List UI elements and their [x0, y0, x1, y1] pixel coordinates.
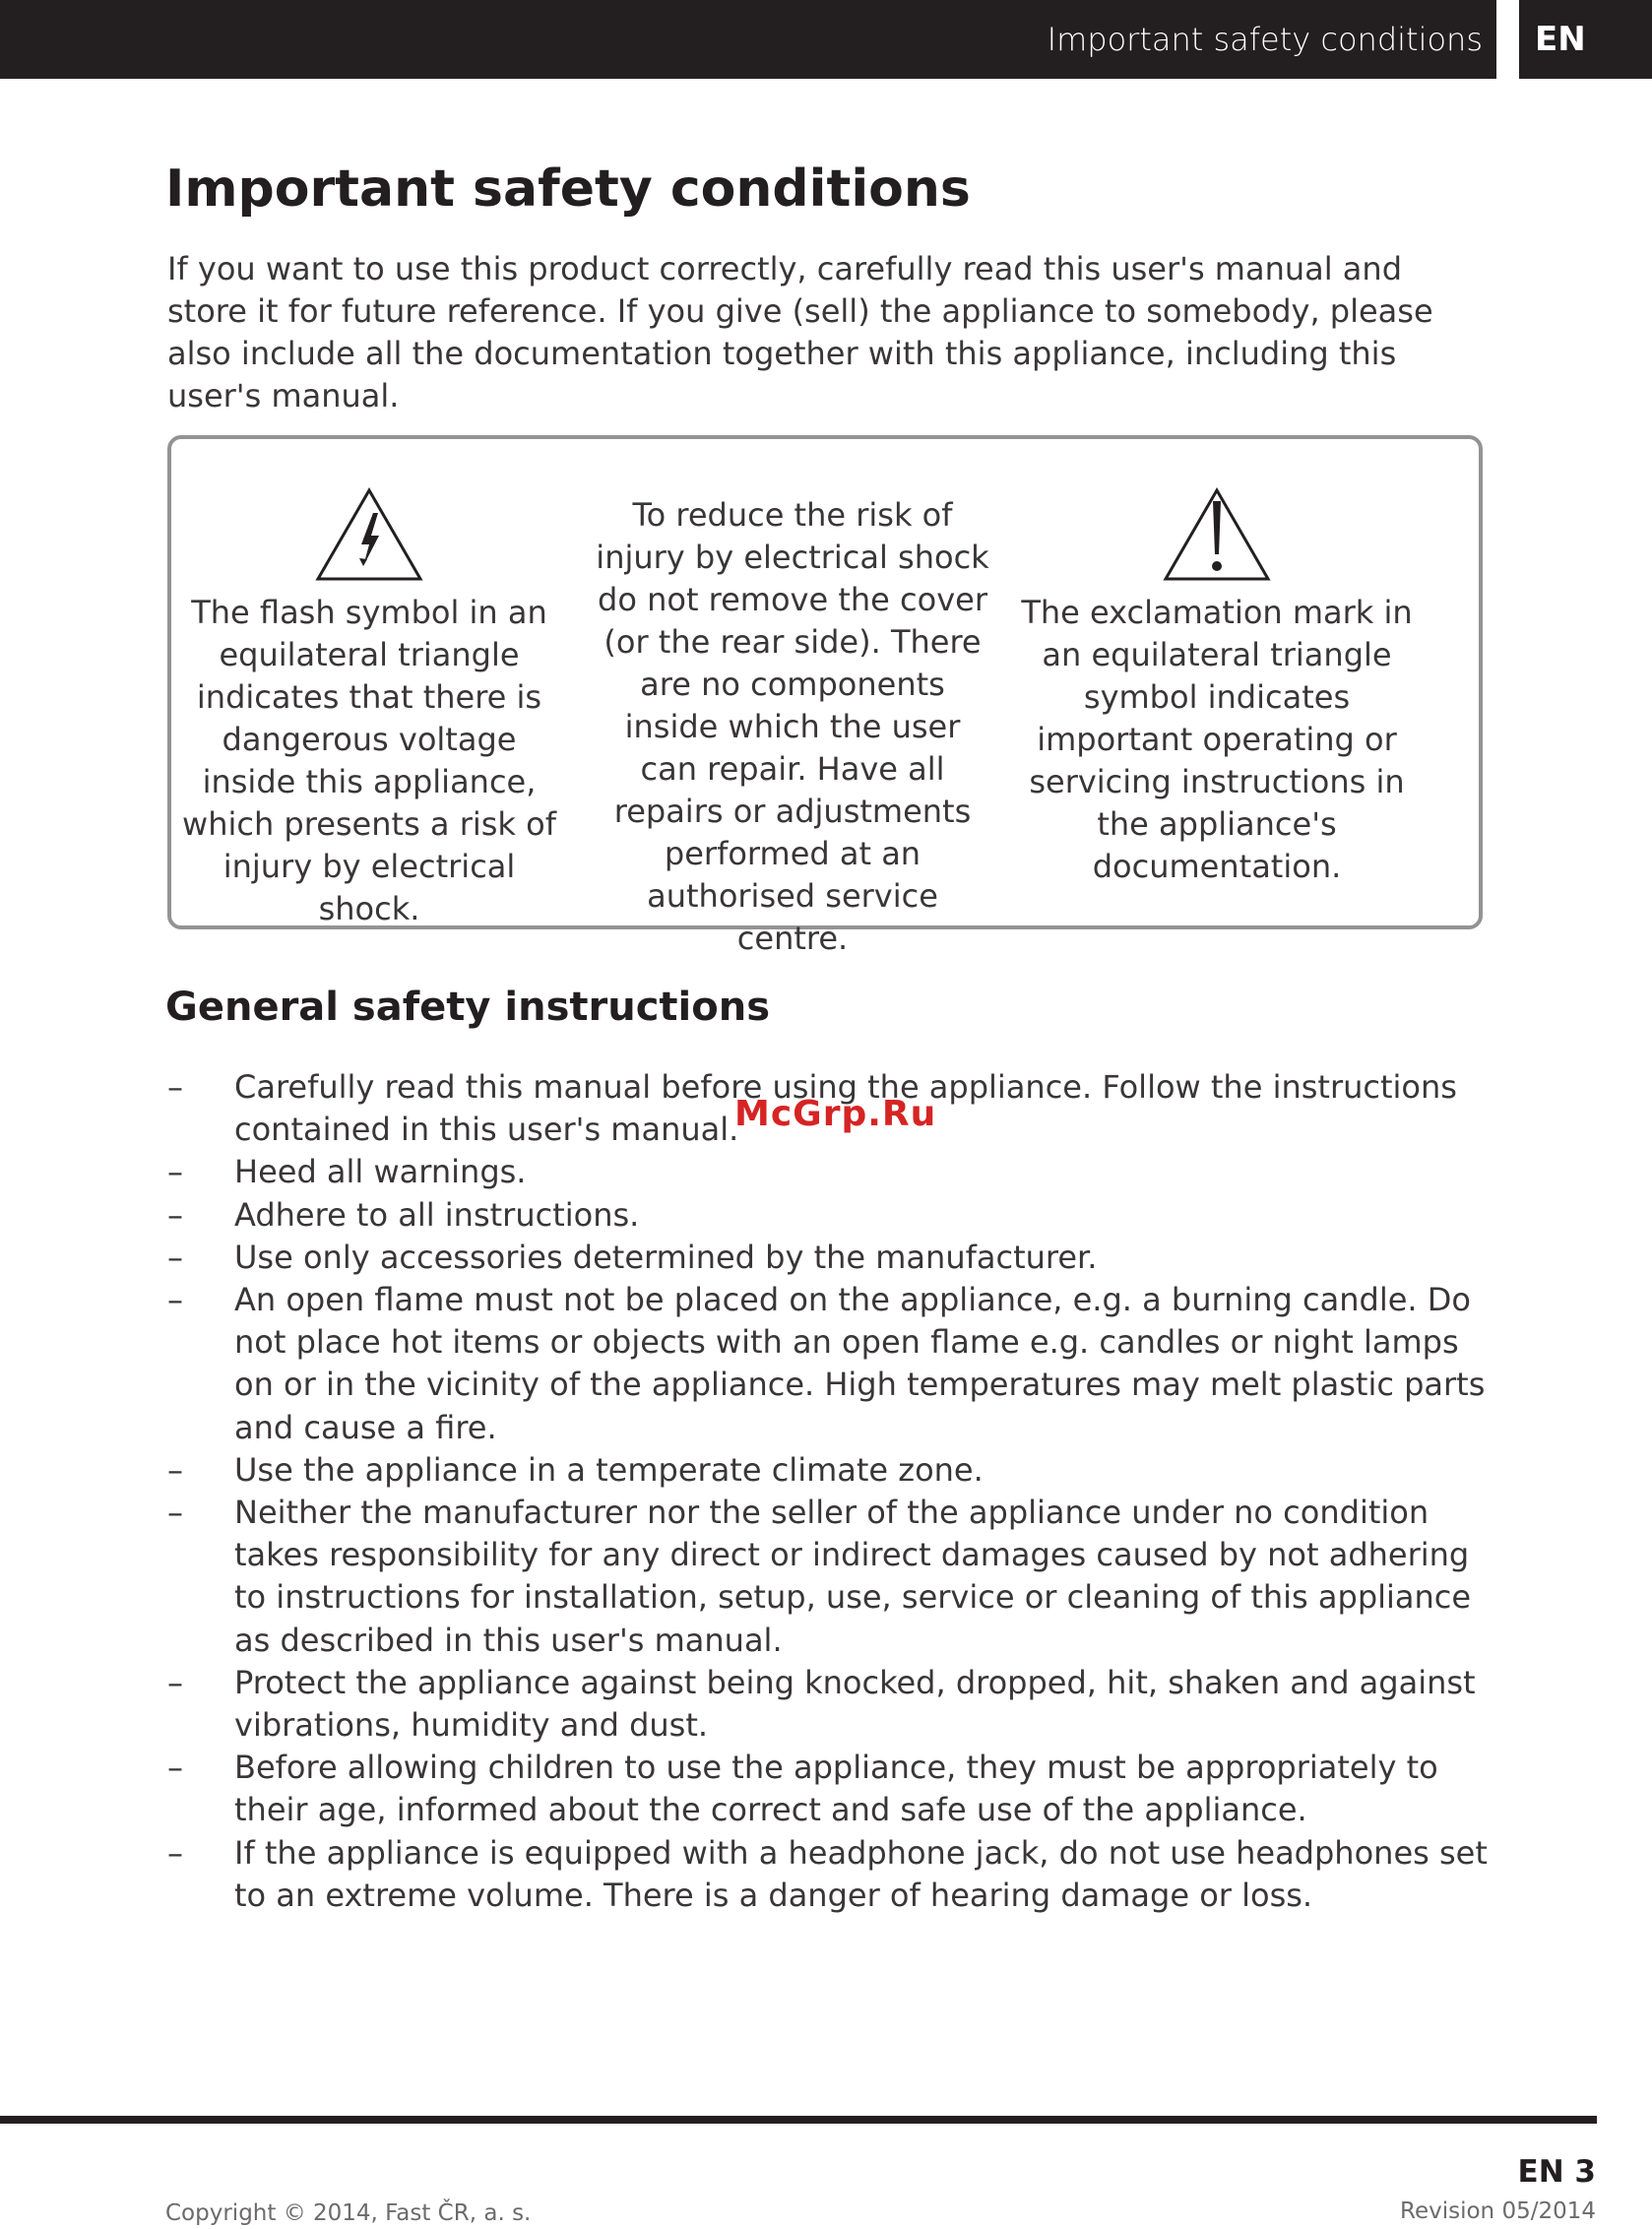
- footer-rule: [0, 2116, 1597, 2124]
- list-dash: –: [167, 1833, 183, 1872]
- list-dash: –: [167, 1450, 183, 1489]
- section-heading: General safety instructions: [165, 985, 771, 1030]
- watermark: McGrp.Ru: [734, 1094, 937, 1134]
- list-item-text: Use the appliance in a temperate climate zone.: [234, 1450, 984, 1489]
- list-item: [167, 1151, 1492, 1193]
- list-dash: –: [167, 1068, 183, 1106]
- list-dash: –: [167, 1663, 183, 1701]
- list-item-text: Neither the manufacturer nor the seller of the appliance under no condition takes responsibility for any direct or indirect damages caused by not adhering to instructions for installation, setup, use, service or cleaning of this appliance as described in this user's manual.: [234, 1494, 1472, 1659]
- list-item: [167, 1449, 1492, 1492]
- list-item: [167, 1832, 1492, 1917]
- list-item-text: Use only accessories determined by the manufacturer.: [234, 1238, 1098, 1276]
- list-item: [167, 1237, 1492, 1279]
- list-dash: –: [167, 1281, 183, 1319]
- symbol-text: To reduce the risk of injury by electrical shock do not remove the cover (or the rear side). There are no components inside which the user can repair. Have all repairs or adjustments performed at an authorised service centre.: [596, 496, 989, 957]
- list-item: [167, 1662, 1492, 1747]
- list-item-text: If the appliance is equipped with a headphone jack, do not use headphones set to an extreme volume. There is a danger of hearing damage or loss.: [234, 1833, 1488, 1914]
- instruction-list: [167, 1066, 1492, 1917]
- list-item: [167, 1492, 1492, 1662]
- flash-triangle-icon: [315, 487, 423, 582]
- list-item-text: An open flame must not be placed on the appliance, e.g. a burning candle. Do not place hot items or objects with an open flame e.g. candles or night lamps on or in the vicinity of the appliance. High temperatures may melt plastic parts and cause a fire.: [234, 1281, 1486, 1446]
- header-bar: [0, 0, 1496, 79]
- list-item-text: Carefully read this manual before using the appliance. Follow the instructions contained in this user's manual.: [234, 1068, 1457, 1149]
- copyright: Copyright © 2014, Fast ČR, a. s.: [165, 2200, 532, 2226]
- language-label: EN: [1535, 20, 1586, 59]
- symbol-text: The flash symbol in an equilateral triangle indicates that there is dangerous voltage inside this appliance, which presents a risk of injury by electrical shock.: [182, 594, 556, 927]
- revision: Revision 05/2014: [1400, 2198, 1596, 2224]
- list-item-text: Adhere to all instructions.: [234, 1195, 640, 1234]
- list-item-text: Before allowing children to use the appliance, they must be appropriately to their age, informed about the correct and safe use of the appliance.: [234, 1749, 1438, 1829]
- page-title: Important safety conditions: [165, 159, 971, 219]
- list-dash: –: [167, 1494, 183, 1532]
- header-title: Important safety conditions: [1047, 21, 1483, 58]
- list-dash: –: [167, 1238, 183, 1276]
- list-item: [167, 1747, 1492, 1831]
- list-dash: –: [167, 1195, 183, 1234]
- list-item: [167, 1279, 1492, 1449]
- list-dash: –: [167, 1153, 183, 1191]
- list-item: [167, 1194, 1492, 1237]
- symbol-text: The exclamation mark in an equilateral triangle symbol indicates important operating or servicing instructions in the appliance's documentation.: [1021, 594, 1413, 885]
- list-item-text: Protect the appliance against being knocked, dropped, hit, shaken and against vibrations, humidity and dust.: [234, 1663, 1476, 1745]
- list-item-text: Heed all warnings.: [234, 1153, 527, 1191]
- list-dash: –: [167, 1749, 183, 1787]
- safety-symbols-box: [167, 435, 1483, 957]
- exclamation-triangle-icon: [1163, 487, 1271, 582]
- intro-paragraph: If you want to use this product correctly, carefully read this user's manual and store it for future reference. If you give (sell) the appliance to somebody, please also include all the documentation together with this appliance, including this user's manual.: [167, 250, 1433, 414]
- language-tab: [1519, 0, 1652, 79]
- page-number: EN 3: [1517, 2154, 1596, 2190]
